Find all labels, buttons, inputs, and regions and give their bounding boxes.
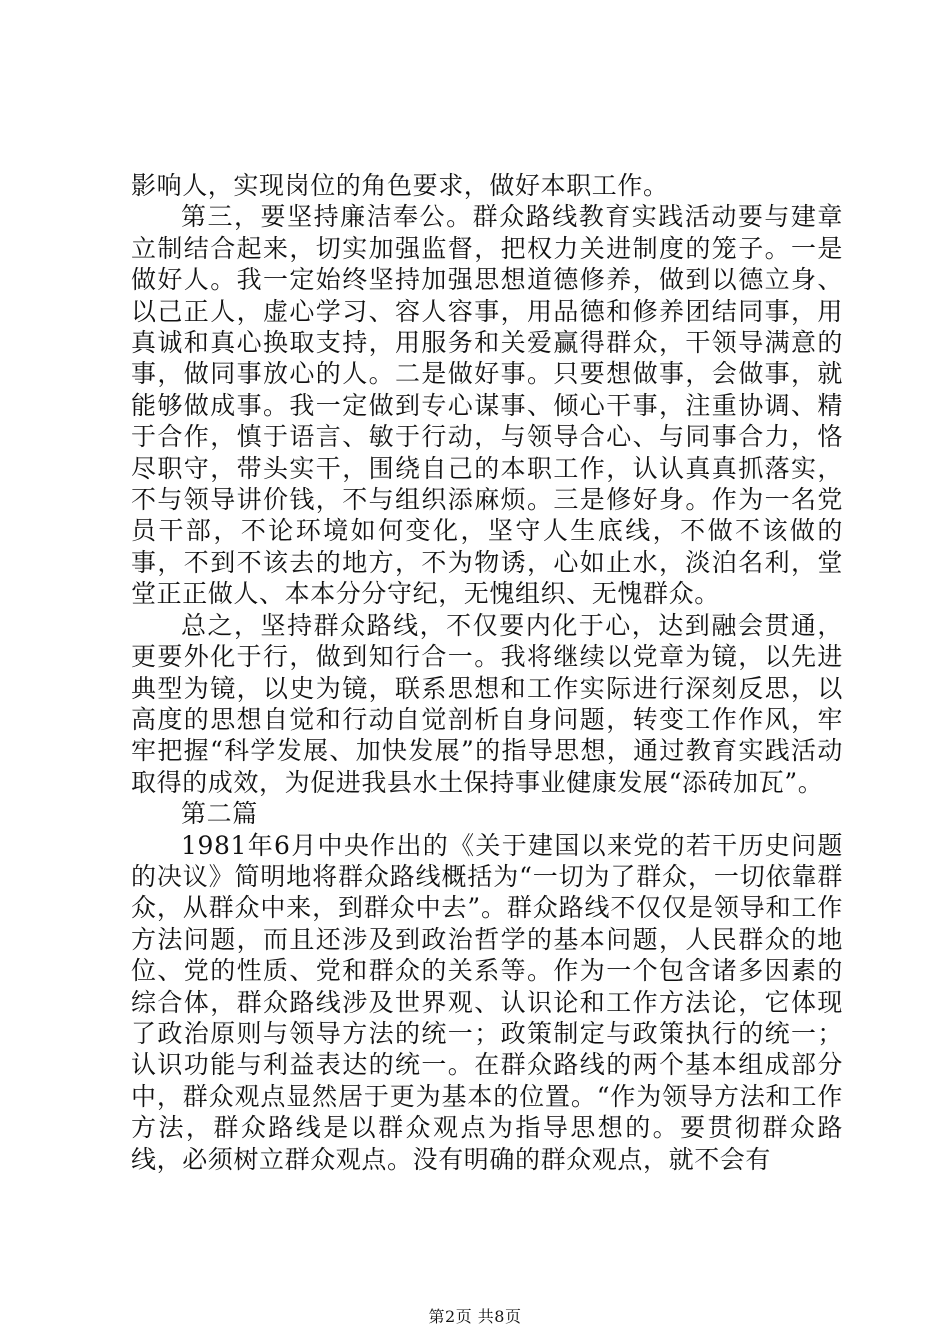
- document-body: [131, 170, 843, 1175]
- paragraph-continuation: 影响人，实现岗位的角色要求，做好本职工作。: [131, 171, 669, 200]
- paragraph-third-point: 第三，要坚持廉洁奉公。群众路线教育实践活动要与建章立制结合起来，切实加强监督，把权力关进制度的笼子。一是做好人。我一定始终坚持加强思想道德修养，做到以德立身、以己正人，虚心学习、容人容事，用品德和修养团结同事，用真诚和真心换取支持，用服务和关爱赢得群众，干领导满意的事，做同事放心的人。二是做好事。只要想做事，会做事，就能够做成事。我一定做到专心谋事、倾心干事，注重协调、精于合作，慎于语言、敏于行动，与领导合心、与同事合力，恪尽职守，带头实干，围绕自己的本职工作，认认真真抓落实，不与领导讲价钱，不与组织添麻烦。三是修好身。作为一名党员干部，不论环境如何变化，坚守人生底线，不做不该做的事，不到不该去的地方，不为物诱，心如止水，淡泊名利，堂堂正正做人、本本分分守纪，无愧组织、无愧群众。: [131, 202, 843, 609]
- paragraph-second-intro: 1981年6月中央作出的《关于建国以来党的若干历史问题的决议》简明地将群众路线概括为“一切为了群众，一切依靠群众，从群众中来，到群众中去”。群众路线不仅仅是领导和工作方法问题，而且还涉及到政治哲学的基本问题，人民群众的地位、党的性质、党和群众的关系等。作为一个包含诸多因素的综合体，群众路线涉及世界观、认识论和工作方法论，它体现了政治原则与领导方法的统一；政策制定与政策执行的统一；认识功能与利益表达的统一。在群众路线的两个基本组成部分中，群众观点显然居于更为基本的位置。“作为领导方法和工作方法，群众路线是以群众观点为指导思想的。要贯彻群众路线，必须树立群众观点。没有明确的群众观点，就不会有: [131, 830, 843, 1174]
- page-number-footer: 第2页 共8页: [428, 1307, 522, 1326]
- paragraph-conclusion: 总之，坚持群众路线，不仅要内化于心，达到融会贯通，更要外化于行，做到知行合一。我将继续以党章为镜，以先进典型为镜，以史为镜，联系思想和工作实际进行深刻反思，以高度的思想自觉和行动自觉剖析自身问题，转变工作作风，牢牢把握“科学发展、加快发展”的指导思想，通过教育实践活动取得的成效，为促进我县水土保持事业健康发展“添砖加瓦”。: [131, 610, 843, 797]
- section-heading: 第二篇: [181, 799, 258, 829]
